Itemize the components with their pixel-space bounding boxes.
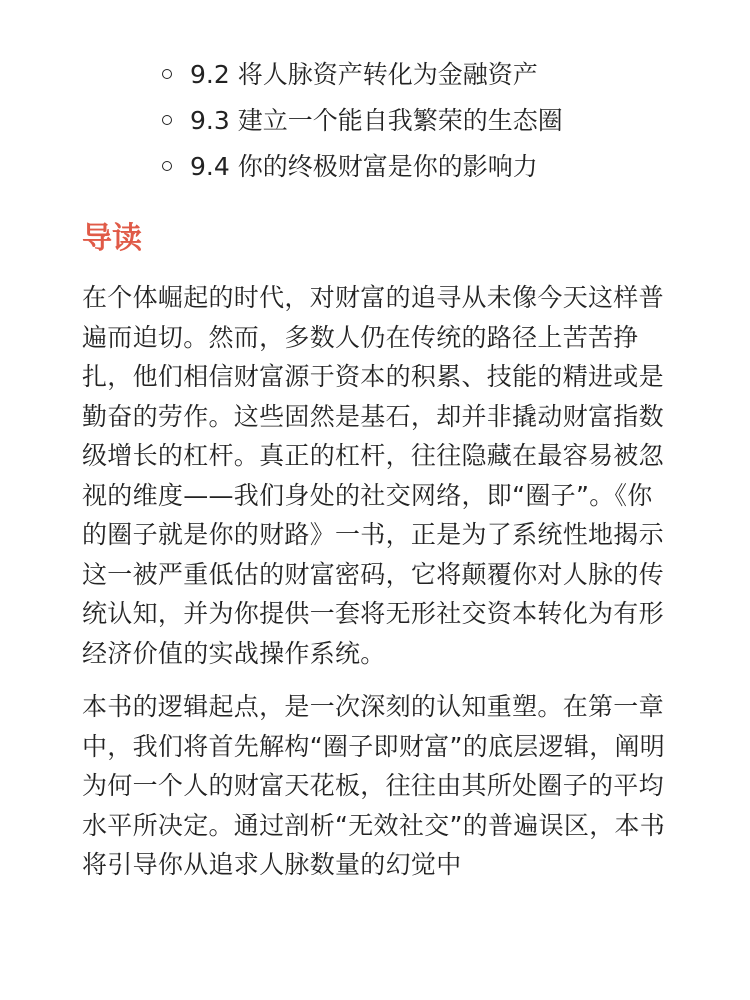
toc-item[interactable]: [162, 144, 670, 190]
toc-item-label: 9.3 建立一个能自我繁荣的生态圈: [190, 106, 563, 135]
section-heading: 导读: [82, 221, 142, 256]
toc-item-label: 9.2 将人脉资产转化为金融资产: [190, 60, 538, 89]
body-paragraph: 在个体崛起的时代，对财富的追寻从未像今天这样普遍而迫切。然而，多数人仍在传统的路径上苦苦挣扎，他们相信财富源于资本的积累、技能的精进或是勤奋的劳作。这些固然是基石，却并非撬动财富指数级增长的杠杆。真正的杠杆，往往隐藏在最容易被忽视的维度——我们身处的社交网络，即“圈子”。《你的圈子就是你的财路》一书，正是为了系统性地揭示这一被严重低估的财富密码，它将颠覆你对人脉的传统认知，并为你提供一套将无形社交资本转化为有形经济价值的实战操作系统。: [82, 283, 664, 668]
toc-item[interactable]: [162, 98, 670, 144]
toc-item[interactable]: [162, 52, 670, 98]
toc-item-label: 9.4 你的终极财富是你的影响力: [190, 152, 538, 181]
hollow-circle-bullet-icon: [162, 161, 172, 171]
hollow-circle-bullet-icon: [162, 69, 172, 79]
table-of-contents: [82, 0, 670, 190]
hollow-circle-bullet-icon: [162, 115, 172, 125]
body-paragraph: 本书的逻辑起点，是一次深刻的认知重塑。在第一章中，我们将首先解构“圈子即财富”的底层逻辑，阐明为何一个人的财富天花板，往往由其所处圈子的平均水平所决定。通过剖析“无效社交”的普遍误区，本书将引导你从追求人脉数量的幻觉中: [82, 692, 666, 879]
